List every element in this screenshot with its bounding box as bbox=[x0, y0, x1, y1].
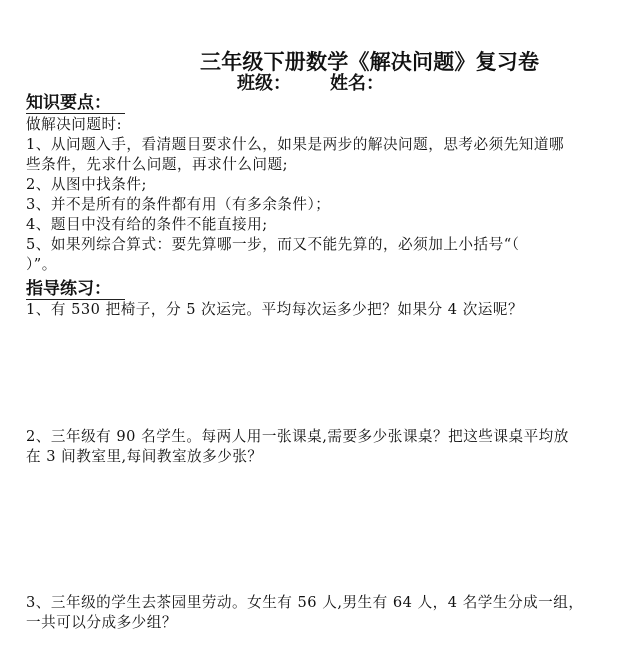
question-3-text-cont: 一共可以分成多少组？ bbox=[26, 614, 177, 631]
knowledge-point-4: 4、题目中没有给的条件不能直接用; bbox=[26, 216, 268, 233]
page-title: 三年级下册数学《解决问题》复习卷 bbox=[200, 50, 540, 74]
knowledge-point-1-cont: 些条件，先求什么问题，再求什么问题; bbox=[26, 156, 289, 173]
practice-heading: 指导练习： bbox=[26, 279, 125, 300]
knowledge-point-3: 3、并不是所有的条件都有用（有多余条件）； bbox=[26, 196, 331, 213]
knowledge-intro: 做解决问题时: bbox=[26, 116, 122, 133]
knowledge-point-2: 2、从图中找条件; bbox=[26, 176, 147, 193]
question-2-text: 2、三年级有 90 名学生。每两人用一张课桌,需要多少张课桌？把这些课桌平均放 bbox=[26, 428, 569, 445]
class-field-label: 班级： bbox=[237, 73, 291, 94]
knowledge-heading: 知识要点： bbox=[26, 93, 125, 114]
name-field-label: 姓名： bbox=[330, 73, 384, 94]
question-2-text-cont: 在 3 间教室里,每间教室放多少张？ bbox=[26, 448, 263, 465]
knowledge-point-5: 5、如果列综合算式：要先算哪一步，而又不能先算的，必须加上小括号“（ bbox=[26, 236, 520, 253]
question-1-text: 1、有 530 把椅子，分 5 次运完。平均每次运多少把？如果分 4 次运呢？ bbox=[26, 301, 524, 318]
question-3-text: 3、三年级的学生去茶园里劳动。女生有 56 人,男生有 64 人，4 名学生分成一组， bbox=[26, 594, 584, 611]
knowledge-point-1: 1、从问题入手，看清题目要求什么，如果是两步的解决问题，思考必须先知道哪 bbox=[26, 136, 565, 153]
knowledge-point-5-cont: ）”。 bbox=[26, 256, 57, 273]
